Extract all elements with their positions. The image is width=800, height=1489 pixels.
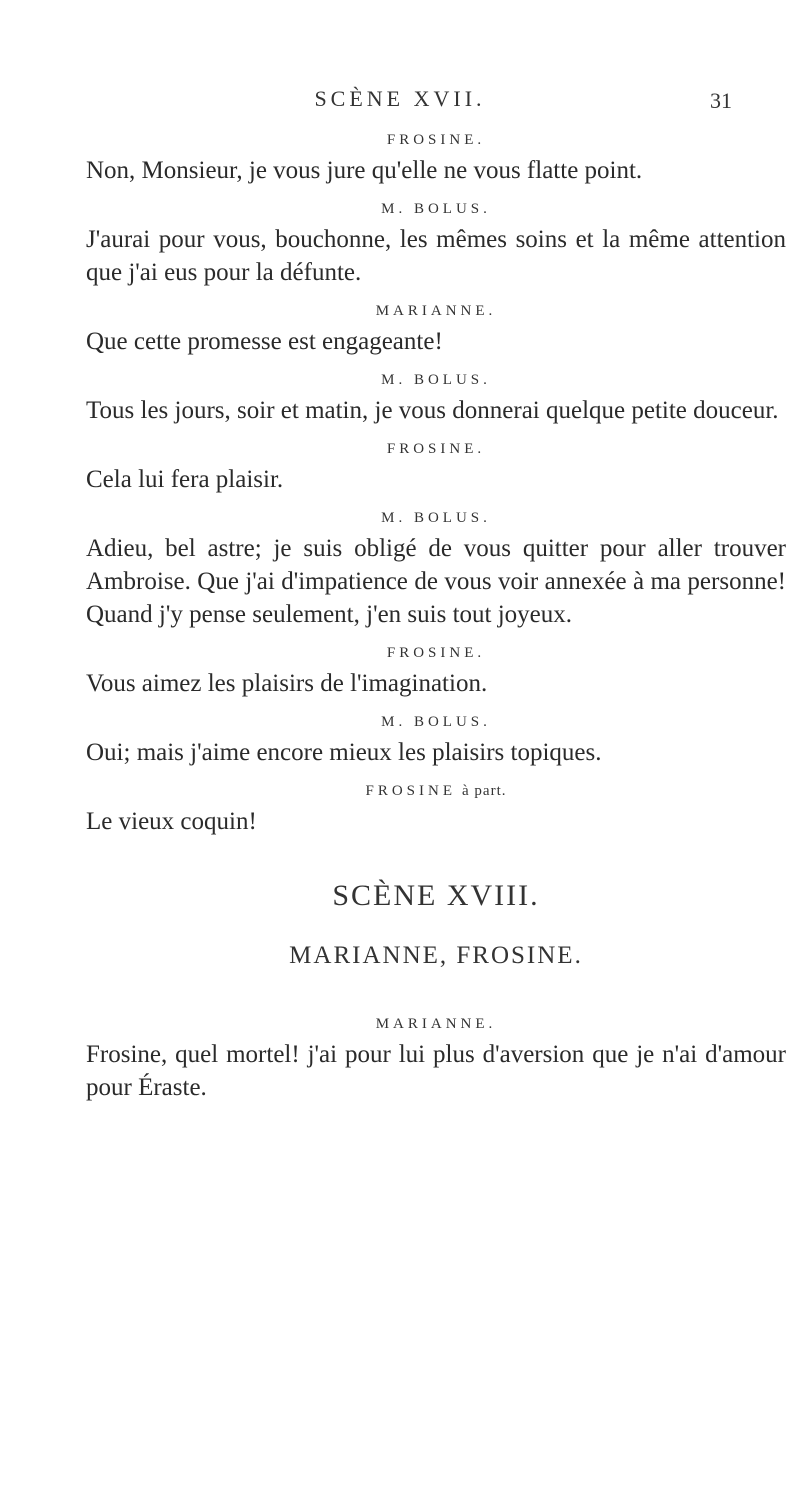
speaker-name: MARIANNE. xyxy=(375,1016,497,1032)
scene-characters: MARIANNE, FROSINE. xyxy=(289,942,583,969)
speaker-name: M. BOLUS. xyxy=(381,714,491,730)
speaker-name: FROSINE. xyxy=(386,645,486,661)
speech: Tous les jours, soir et matin, je vous donnerai quelque petite douceur. xyxy=(86,397,779,424)
speech: Vous aimez les plaisirs de l'imagination. xyxy=(86,670,488,697)
speaker-name: M. BOLUS. xyxy=(381,510,491,526)
running-title: SCÈNE XVII. xyxy=(314,86,486,111)
scene-heading: SCÈNE XVIII. xyxy=(332,879,540,912)
speaker-name: M. BOLUS. xyxy=(381,372,491,388)
speaker-name: M. BOLUS. xyxy=(381,201,491,217)
speech: Oui; mais j'aime encore mieux les plaisirs topiques. xyxy=(86,739,602,766)
speech: Cela lui fera plaisir. xyxy=(86,466,284,493)
speaker-name: MARIANNE. xyxy=(375,303,497,319)
stage-direction: à part. xyxy=(462,783,507,799)
speech: Frosine, quel mortel! j'ai pour lui plus d'aversion que je n'ai d'amour pour Éraste. xyxy=(86,1041,786,1101)
speaker-name: FROSINE. xyxy=(386,441,486,457)
text-block xyxy=(86,126,786,1112)
page-number: 31 xyxy=(710,88,732,113)
speech: Que cette promesse est engageante! xyxy=(86,328,443,355)
speaker-name: FROSINE. xyxy=(386,132,486,148)
speech: Adieu, bel astre; je suis obligé de vous quitter pour aller trouver Ambroise. Que j'ai d'impatience de vous voir annexée à ma personne! Quand j'y pense seulement, j'en suis tout joyeux. xyxy=(86,535,786,628)
speech: Le vieux coquin! xyxy=(86,808,257,835)
speech: J'aurai pour vous, bouchonne, les mêmes soins et la même attention que j'ai eus pour la défunte. xyxy=(86,226,786,286)
speaker-name: FROSINE à part. xyxy=(365,783,507,799)
running-head xyxy=(0,86,800,116)
speech: Non, Monsieur, je vous jure qu'elle ne vous flatte point. xyxy=(86,157,643,184)
